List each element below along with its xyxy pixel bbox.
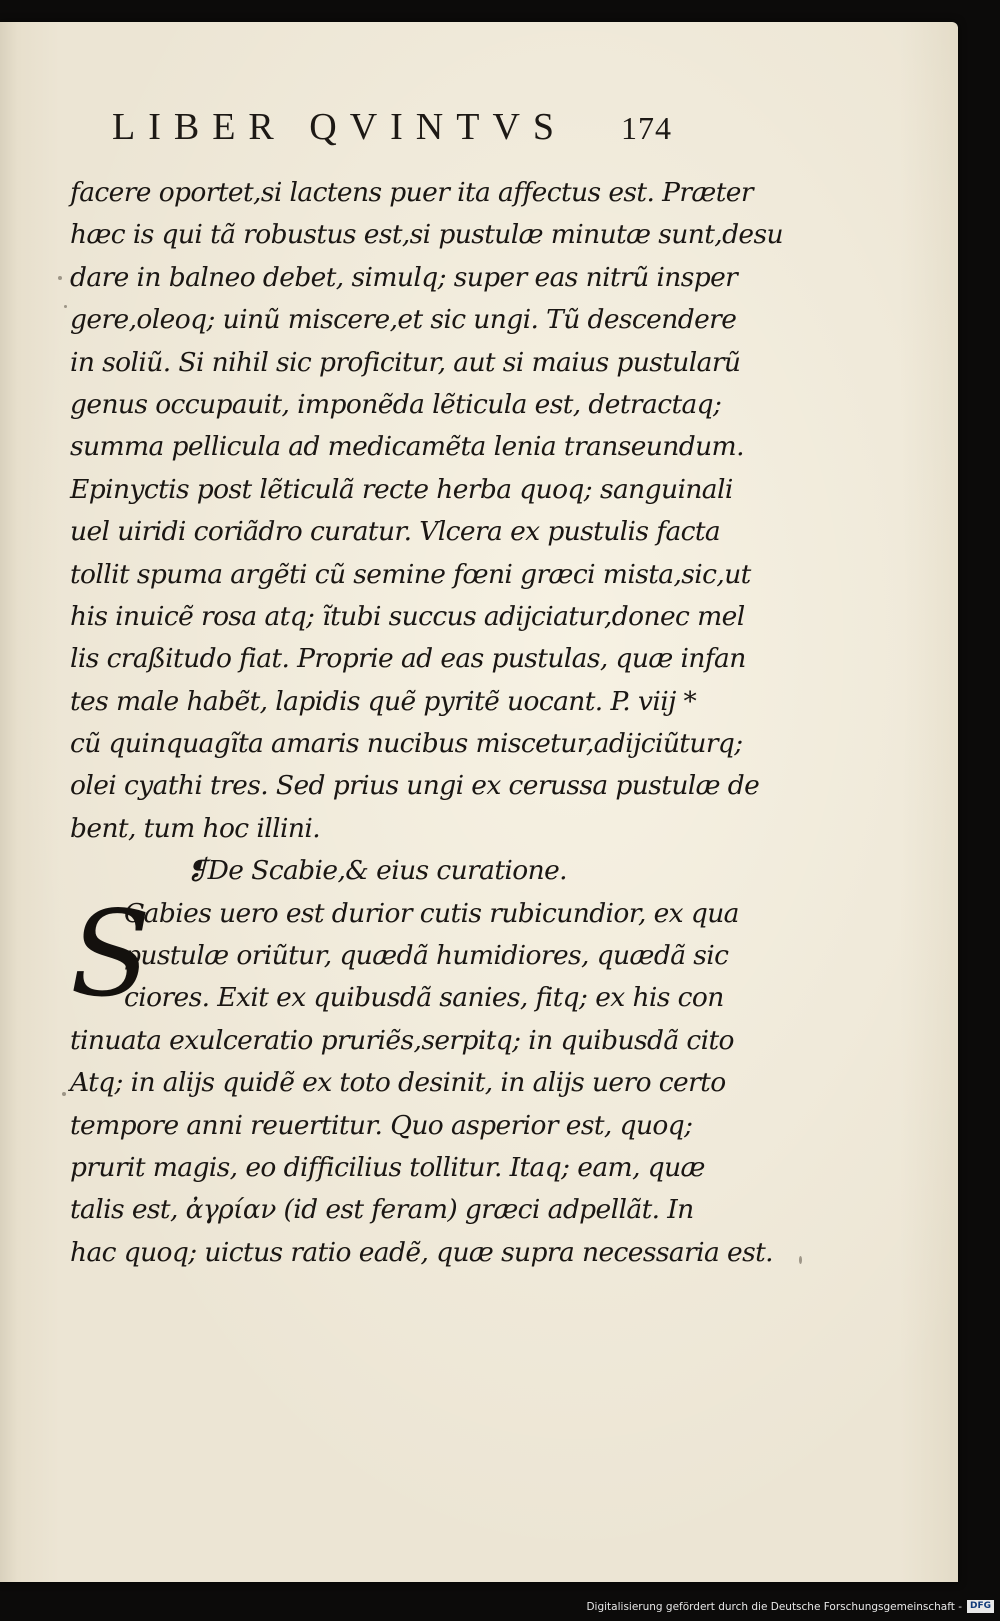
running-header-title: LIBER QVINTVS xyxy=(112,106,568,148)
text-line: gere,oleoq; uinũ miscere,et sic ungi. Tũ descendere xyxy=(70,304,737,336)
text-line: prurit magis, eo difficilius tollitur. Itaq; eam, quæ xyxy=(70,1151,705,1183)
ink-speck xyxy=(62,1092,66,1096)
digitization-credit-text: Digitalisierung gefördert durch die Deutsche Forschungsgemeinschaft - xyxy=(586,1600,962,1613)
page-number: 174 xyxy=(621,110,672,146)
text-line: ciores. Exit ex quibusdã sanies, fitq; ex his con xyxy=(124,982,724,1014)
text-line: dare in balneo debet, simulq; super eas nitrũ insper xyxy=(70,261,738,293)
drop-cap-initial: S xyxy=(70,884,151,1023)
text-line: tempore anni reuertitur. Quo asperior est, quoq; xyxy=(70,1109,693,1141)
text-line: Atq; in alijs quidẽ ex toto desinit, in alijs uero certo xyxy=(70,1067,726,1099)
text-line: tes male habẽt, lapidis quẽ pyritẽ uocant. P. viij * xyxy=(70,685,697,717)
text-line: hæc is qui tã robustus est,si pustulæ minutæ sunt,desu xyxy=(70,219,783,251)
text-line: talis est, ἀγρίαν (id est feram) græci adpellãt. In xyxy=(70,1194,694,1226)
text-line: tinuata exulceratio pruriẽs,serpitq; in quibusdã cito xyxy=(70,1024,734,1056)
text-line: his inuicẽ rosa atq; ĩtubi succus adijciatur,donec mel xyxy=(70,600,745,632)
text-line: bent, tum hoc illini. xyxy=(70,812,321,844)
text-line: pustulæ oriũtur, quædã humidiores, quædã sic xyxy=(124,940,729,972)
section-heading: ❡De Scabie,& eius curatione. xyxy=(186,855,567,887)
text-line: hac quoq; uictus ratio eadẽ, quæ supra necessaria est. xyxy=(70,1236,773,1268)
drop-cap-paragraph xyxy=(70,884,739,1023)
text-line: facere oportet,si lactens puer ita affectus est. Præter xyxy=(70,177,753,208)
text-line: uel uiridi coriãdro curatur. Vlcera ex pustulis facta xyxy=(70,516,721,548)
dfg-logo: DFG xyxy=(967,1600,994,1613)
text-line: Cabies uero est durior cutis rubicundior, ex qua xyxy=(124,897,739,929)
text-line: in soliũ. Si nihil sic proficitur, aut si maius pustularũ xyxy=(70,346,741,378)
text-line: cũ quinquagĩta amaris nucibus miscetur,adijciũturq; xyxy=(70,728,743,760)
ink-speck xyxy=(64,305,67,308)
main-text-block xyxy=(70,172,783,1274)
text-line: lis craßitudo fiat. Proprie ad eas pustulas, quæ infan xyxy=(70,643,746,675)
text-line: olei cyathi tres. Sed prius ungi ex cerussa pustulæ de xyxy=(70,770,760,802)
ink-speck xyxy=(799,1256,802,1264)
text-line: summa pellicula ad medicamẽta lenia transeundum. xyxy=(70,431,744,463)
ink-speck xyxy=(58,276,62,280)
text-line: Epinyctis post lẽticulã recte herba quoq; sanguinali xyxy=(70,473,733,505)
running-header xyxy=(112,105,672,149)
text-line: genus occupauit, imponẽda lẽticula est, detractaq; xyxy=(70,388,722,420)
text-line: tollit spuma argẽti cũ semine fœni græci mista,sic,ut xyxy=(70,558,751,590)
digitization-credit xyxy=(586,1600,994,1613)
